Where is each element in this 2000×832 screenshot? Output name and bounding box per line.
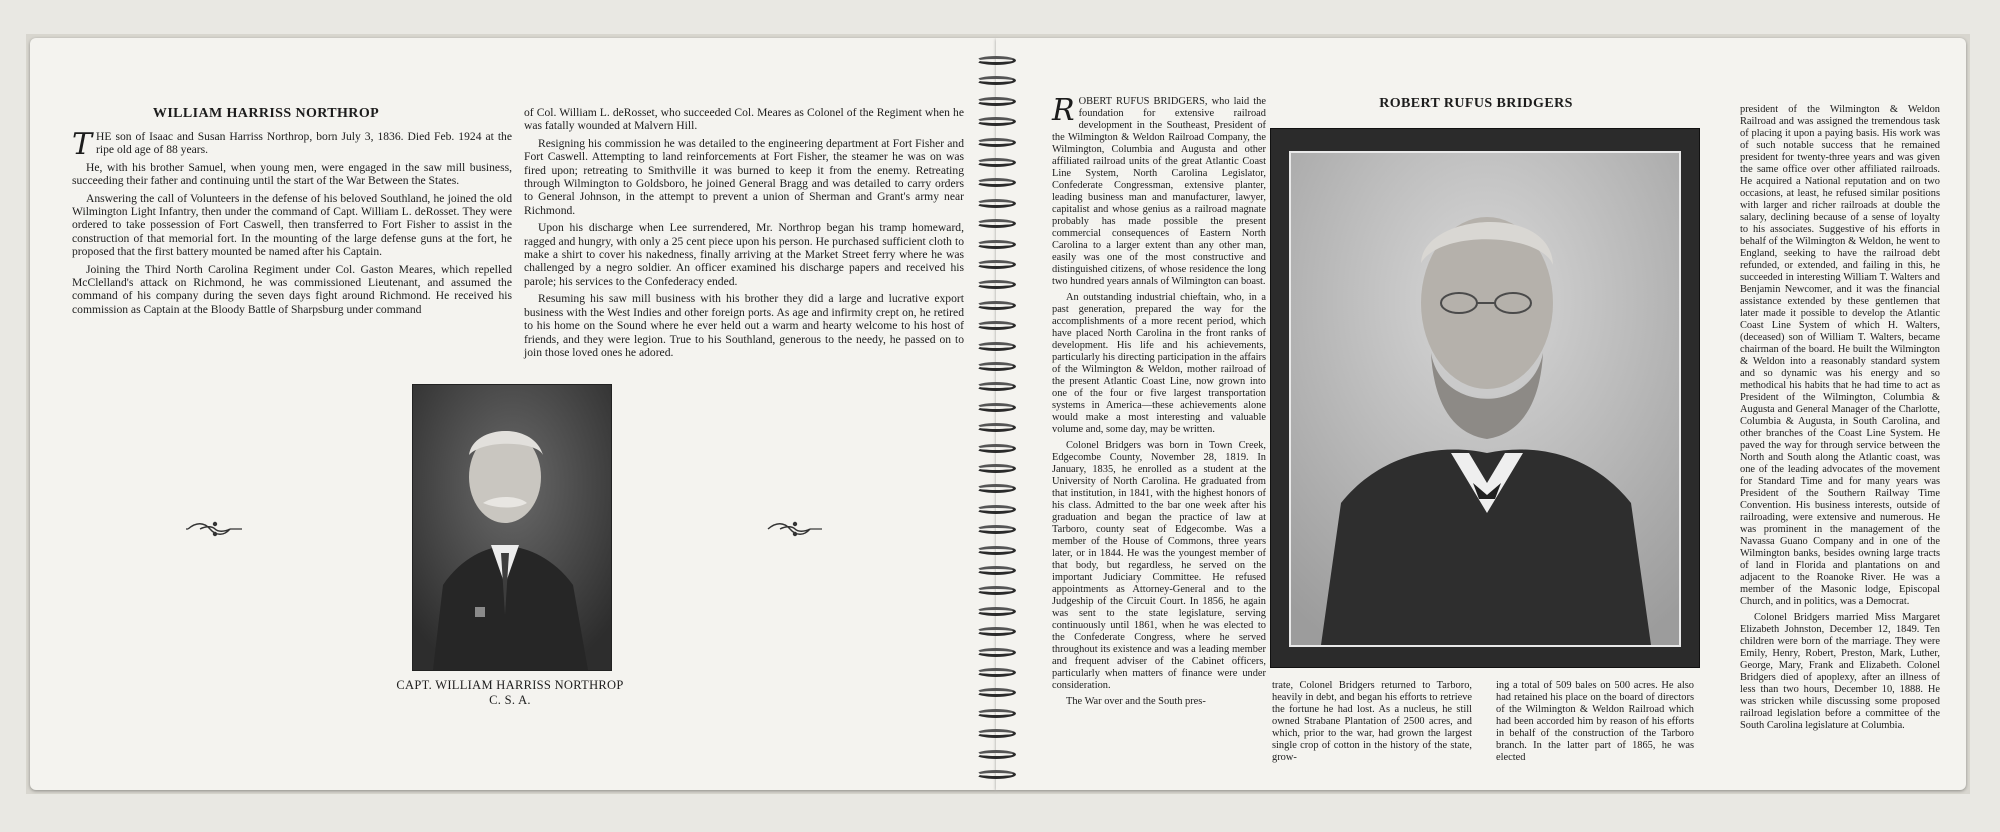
northrop-caption xyxy=(360,678,660,708)
bridgers-para-8: Colonel Bridgers married Miss Margaret Elizabeth Johnston, December 12, 1849. Ten children were born of the marriage. They were Emily, Henry, Robert, Preston, Mark, Luther, George, Mary, Frank and Elizabeth. Colonel Bridgers died of apoplexy, after an illness of less than two hours, December 10, 1888. He was stricken while discussing some proposed railroad legislation before a committee of the South Carolina legislature at Columbia. xyxy=(1740,612,1940,731)
binding-ring xyxy=(976,505,1016,514)
binding-ring xyxy=(976,280,1016,289)
portrait-bridgers xyxy=(1289,151,1681,647)
binding-ring xyxy=(976,158,1016,167)
binding-ring xyxy=(976,729,1016,738)
binding-ring xyxy=(976,750,1016,759)
binding-ring xyxy=(976,770,1016,779)
binding-ring xyxy=(976,668,1016,677)
binding-ring xyxy=(976,301,1016,310)
bridgers-para-2: An outstanding industrial chieftain, who, in a past generation, prepared the way for the accomplishments of a more recent period, which have placed North Carolina in the front ranks of development. His life and his achievements, particularly his directing participation in the affairs of the Wilmington & Weldon, mother railroad of the present Atlantic Coast Line, now grown into one of the four or five largest transportation systems in America—these achievements alone would make a most interesting and valuable volume and, some day, may be written. xyxy=(1052,292,1266,435)
binding-ring xyxy=(976,56,1016,65)
bridgers-para-6: ing a total of 509 bales on 500 acres. He also had retained his place on the board of directors of the Wilmington & Weldon Railroad which had been accorded him by reason of his efforts in behalf of the construction of the Tarboro branch. In the latter part of 1865, he was elected xyxy=(1496,680,1694,763)
bridgers-para-5: trate, Colonel Bridgers returned to Tarboro, heavily in debt, and began his efforts to retrieve the fortune he had lost. As a nucleus, he still owned Strabane Plantation of 2500 acres, and which, prior to the war, had grown the largest single crop of cotton in the history of the state, grow- xyxy=(1272,680,1472,763)
portrait-bridgers-frame xyxy=(1270,128,1700,668)
northrop-para-7: Upon his discharge when Lee surrendered, Mr. Northrop began his tramp homeward, ragged and hungry, with only a 25 cent piece upon his person. He purchased sufficient cloth to make a shirt to cover his nakedness, finally arriving at the Market Street ferry where he was challenged by a negro soldier. An officer examined his discharge papers and received his parole; his services to the Confederacy ended. xyxy=(524,221,964,288)
binding-ring xyxy=(976,342,1016,351)
northrop-para-1: HE son of Isaac and Susan Harriss Northrop, born July 3, 1836. Died Feb. 1924 at the ripe old age of 88 years. xyxy=(96,130,512,157)
northrop-caption-rank: C. S. A. xyxy=(489,693,531,707)
binding-ring xyxy=(976,76,1016,85)
binding-ring xyxy=(976,178,1016,187)
northrop-para-2: He, with his brother Samuel, when young men, were engaged in the saw mill business, succeeding their father and continuing until the start of the War Between the States. xyxy=(72,160,512,188)
binding-ring xyxy=(976,382,1016,391)
northrop-para-6: Resigning his commission he was detailed to the engineering department at Fort Fisher and Fort Caswell. Attempting to land reinforcements at Fort Fisher, the steamer he was on was fired upon; retreating to Smithville it was burned to keep it from the enemy. Retreating through Wilmington to Goldsboro, he joined General Bragg and was detailed to carry orders to General Johnson, in the attempt to prevent a union of Sherman and Grant's army near Richmond. xyxy=(524,136,964,217)
bridgers-column-2b xyxy=(1496,680,1694,768)
bridgers-heading: ROBERT RUFUS BRIDGERS xyxy=(1379,96,1573,111)
binding-ring xyxy=(976,199,1016,208)
northrop-para-5: of Col. William L. deRosset, who succeeded Col. Meares as Colonel of the Regiment when he was fatally wounded at Malvern Hill. xyxy=(524,106,964,133)
binding-ring xyxy=(976,97,1016,106)
northrop-caption-name: CAPT. WILLIAM HARRISS NORTHROP xyxy=(396,678,624,692)
binding-ring xyxy=(976,219,1016,228)
northrop-heading: WILLIAM HARRISS NORTHROP xyxy=(152,106,380,121)
binding-ring xyxy=(976,648,1016,657)
northrop-para-4: Joining the Third North Carolina Regiment under Col. Gaston Meares, which repelled McClelland's attack on Richmond, he was commissioned Lieutenant, and assumed the command of his company during the seven days fight around Richmond. He received his commission as Captain at the Bloody Battle of Sharpsburg under command xyxy=(72,262,512,316)
bridgers-para-1: OBERT RUFUS BRIDGERS, who laid the foundation for extensive railroad development in the Southeast, President of the Wilmington & Weldon Railroad Company, the Wilmington, Columbia and Augusta and other affiliated railroad units of the great Atlantic Coast Line System, North Carolina Legislator, Confederate Congressman, extensive planter, leading business man and manufacturer, lawyer, capitalist and whose genius as a railroad magnate probably has made possible the present commercial consequences of Eastern North Carolina to a larger extent than any other man, easily was one of the most constructive and distinguished citizens, of whose residence the long two hundred years annals of Wilmington can boast. xyxy=(1052,96,1266,287)
binding-ring xyxy=(976,321,1016,330)
binding-ring xyxy=(976,586,1016,595)
binding-ring xyxy=(976,627,1016,636)
bridgers-para-4: The War over and the South pres- xyxy=(1066,696,1206,707)
bridgers-column-1 xyxy=(1052,93,1266,712)
binding-ring xyxy=(976,117,1016,126)
bridgers-para-7: president of the Wilmington & Weldon Railroad and was assigned the tremendous task of placing it upon a paying basis. His work was of such notable success that he remained president for twenty-three years and was given the same office over other affiliated railroads. He acquired a National reputation and on two occasions, at least, he refused similar positions with larger and richer railroads at double the salary, declining because of a sense of loyalty to his associates. Suggestive of his efforts in behalf of the Wilmington & Weldon, he went to England, seeking to have the railroad debt refunded, or extended, and failing in this, he succeeded in interesting William T. Walters and Benjamin Newcomer, and it was the financial assistance extended by these gentlemen that later made it possible to develop the Atlantic Coast Line System of which H. Walters, (deceased) son of William T. Walters, became chairman of the board. He built the Wilmington & Weldon into a reasonably standard system and so dynamic was his energy and so methodical his habits that he had time to act as President of the Wilmington, Columbia & Augusta and General Manager of the Charlotte, Columbia & Augusta, in South Carolina, and other branches of the Coast Line System. He paved the way for through service between the North and South along the Atlantic coast, was one of the leading advocates of the movement for Standard Time and for many years was President of the Southern Railway Time Convention. His business interests, outside of railroading, were extensive and numerous. He was prominent in the management of the Navassa Guano Company and in one of the Wilmington banks, besides owning large tracts of land in Florida and plantations on and adjacent to the Roanoke River. He was a member of the Masonic lodge, Episcopal Church, and in politics, was a Democrat. xyxy=(1740,104,1940,607)
binding-ring xyxy=(976,688,1016,697)
binding-ring xyxy=(976,260,1016,269)
bridgers-column-3 xyxy=(1740,104,1940,736)
binding-ring xyxy=(976,546,1016,555)
binding-ring xyxy=(976,607,1016,616)
binding-ring xyxy=(976,464,1016,473)
northrop-column-1 xyxy=(72,127,512,320)
northrop-column-2 xyxy=(524,106,964,363)
binding-ring xyxy=(976,240,1016,249)
dropcap-t: T xyxy=(72,127,93,162)
left-page xyxy=(30,38,996,790)
ornament-icon xyxy=(766,518,824,540)
bridgers-column-2a xyxy=(1272,680,1472,768)
binding-ring xyxy=(976,423,1016,432)
binding-ring xyxy=(976,403,1016,412)
dropcap-r: R xyxy=(1052,93,1075,128)
northrop-para-8: Resuming his saw mill business with his brother they did a large and lucrative export business with the West Indies and other foreign ports. As age and infirmity crept on, he retired to his home on the Sound where he ever held out a warm and hearty welcome to his host of friends, and they were legion. True to his Southland, generous to the needy, he passed on to join those loved ones he adored. xyxy=(524,292,964,359)
ornament-icon xyxy=(186,518,244,540)
spiral-binding xyxy=(976,56,1020,796)
binding-ring xyxy=(976,444,1016,453)
northrop-para-3: Answering the call of Volunteers in the defense of his beloved Southland, he joined the old Wilmington Light Infantry, then under the command of Capt. William L. deRosset. They were ordered to take possession of Fort Caswell, then transferred to Fort Fisher to assist in the construction of that memorial fort. In the mounting of the large defense guns at the fort, he proposed that the first battery mounted be named after his Captain. xyxy=(72,191,512,259)
binding-ring xyxy=(976,484,1016,493)
binding-ring xyxy=(976,525,1016,534)
binding-ring xyxy=(976,362,1016,371)
binding-ring xyxy=(976,138,1016,147)
binding-ring xyxy=(976,566,1016,575)
bridgers-para-3: Colonel Bridgers was born in Town Creek, Edgecombe County, November 28, 1819. In January, 1835, he enrolled as a student at the University of North Carolina. He graduated from that institution, in 1841, with the highest honors of his class. Admitted to the bar one week after his graduation and began the practice of law at Tarboro, county seat of Edgecombe. Was a member of the House of Commons, three years later, or in 1844. He was the youngest member of that body, but regardless, he served on the important Judiciary Committee. He refused appointments as Attorney-General and to the Judgeship of the Circuit Court. In 1856, he again was sent to the state legislature, serving continuously until 1861, when he was elected to the Confederate Congress, where he served throughout its existence and was a leading member and frequent adviser of the Cabinet officers, particularly when matters of finance were under consideration. xyxy=(1052,440,1266,691)
binding-ring xyxy=(976,709,1016,718)
portrait-northrop xyxy=(412,384,612,671)
